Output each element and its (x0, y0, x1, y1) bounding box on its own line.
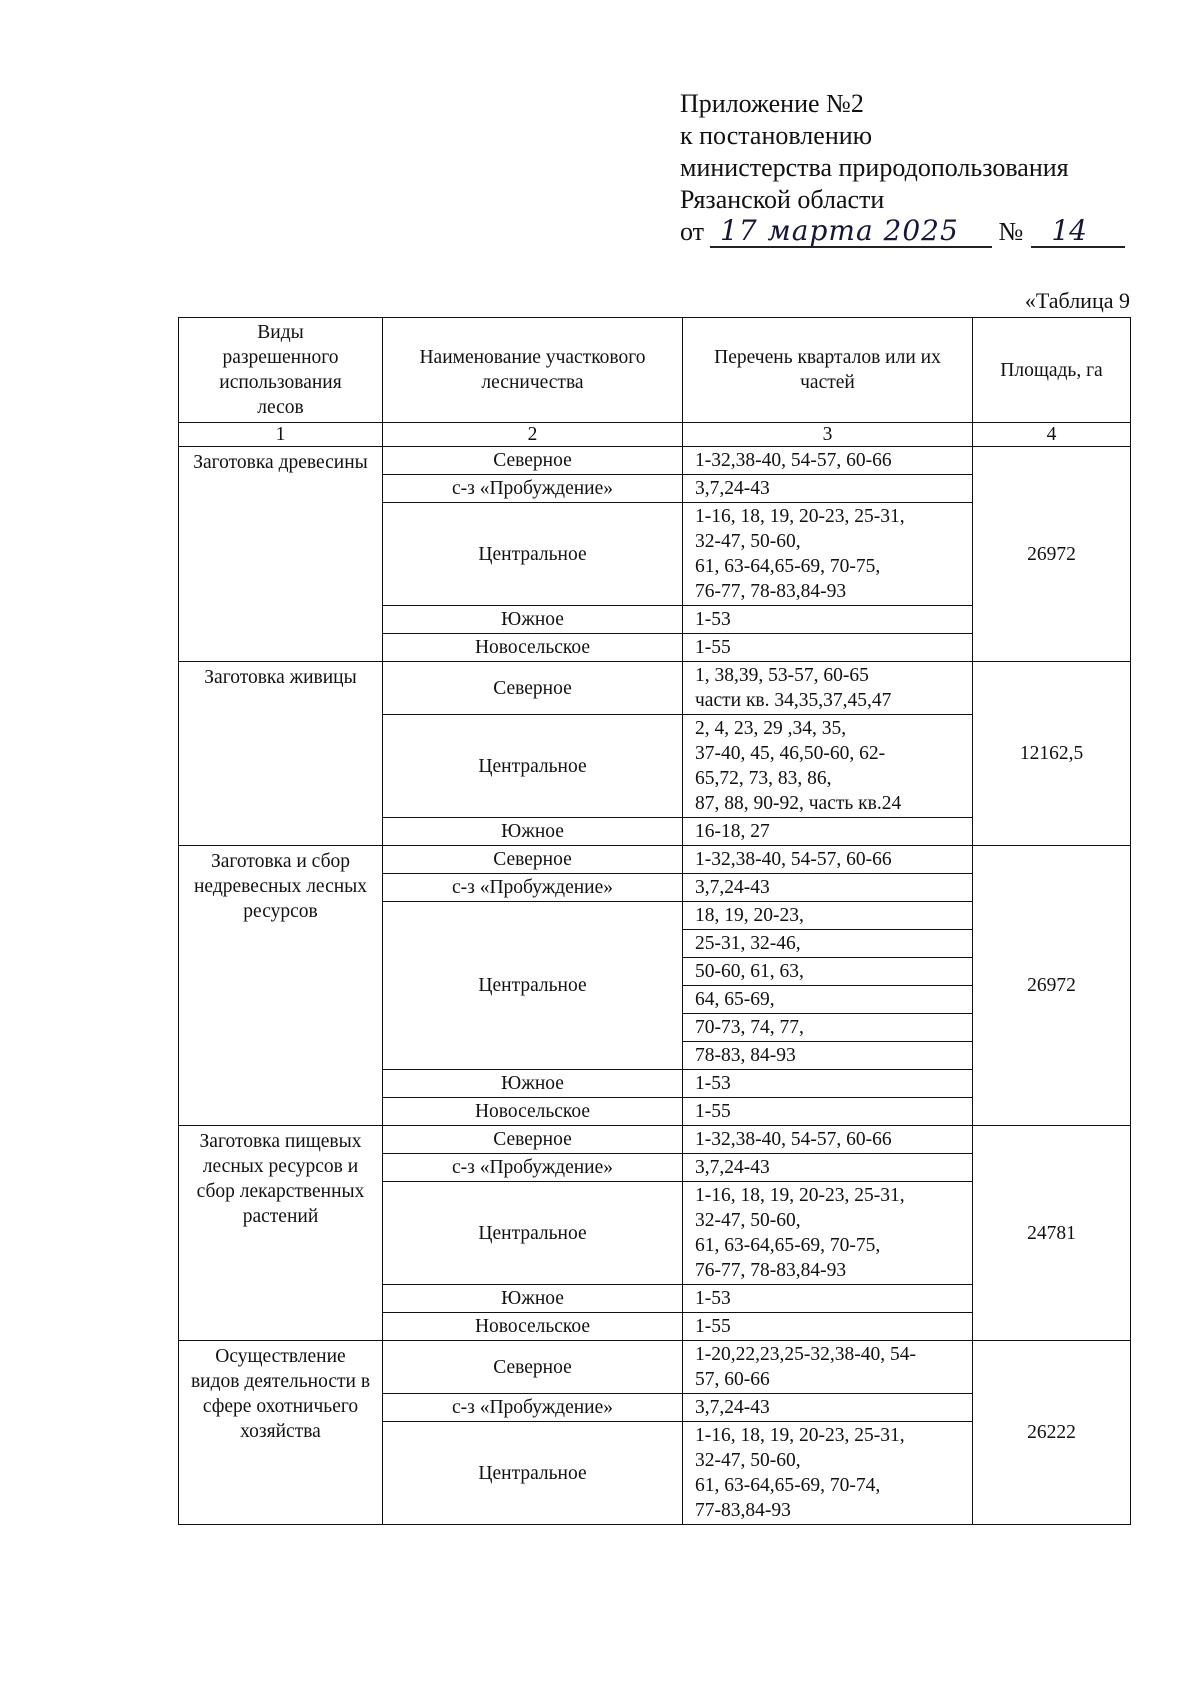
blocks-line: 3,7,24-43 (695, 1157, 770, 1178)
area-cell: 26972 (973, 447, 1131, 662)
header-blocks: Перечень кварталов или их частей (683, 318, 973, 423)
blocks-cell (683, 1313, 973, 1341)
appendix-line-3: министерства природопользования (680, 153, 1069, 182)
forestry-cell: Новосельское (383, 634, 683, 662)
appendix-header (680, 88, 1180, 248)
blocks-line: 1-55 (695, 637, 731, 658)
table-header-row (179, 318, 1131, 423)
blocks-line: 3,7,24-43 (695, 1397, 770, 1418)
blocks-line: 87, 88, 90-92, часть кв.24 (695, 793, 902, 814)
forestry-cell: Центральное (383, 503, 683, 606)
column-number-row (179, 423, 1131, 447)
header-area: Площадь, га (973, 318, 1131, 423)
blocks-cell (683, 447, 973, 475)
forestry-cell: Северное (383, 447, 683, 475)
blocks-line: 1, 38,39, 53-57, 60-65 (695, 665, 869, 686)
blocks-cell (683, 1154, 973, 1182)
blocks-cell (683, 1341, 973, 1394)
blocks-cell (683, 634, 973, 662)
blocks-cell: 25-31, 32-46, (683, 930, 973, 958)
forestry-cell: Северное (383, 846, 683, 874)
blocks-line: 76-77, 78-83,84-93 (695, 1260, 847, 1281)
use-type-cell: Осуществление видов деятельности в сфере охотничьего хозяйства (179, 1341, 383, 1525)
blocks-cell: 64, 65-69, (683, 986, 973, 1014)
blocks-line: 1-32,38-40, 54-57, 60-66 (695, 1129, 892, 1150)
blocks-cell (683, 1285, 973, 1313)
blocks-cell (683, 1394, 973, 1422)
table-row (179, 1126, 1131, 1154)
forestry-cell: Новосельское (383, 1313, 683, 1341)
appendix-date-line (680, 216, 1180, 248)
table-row (179, 846, 1131, 874)
forestry-cell: Южное (383, 1070, 683, 1098)
number-label: № (998, 217, 1024, 246)
forestry-cell: Северное (383, 1341, 683, 1394)
blocks-line: 32-47, 50-60, (695, 1450, 801, 1471)
forestry-cell: Южное (383, 1285, 683, 1313)
blocks-line: 76-77, 78-83,84-93 (695, 581, 847, 602)
forestry-cell: Центральное (383, 1422, 683, 1525)
blocks-line: 18, 19, 20-23, (695, 905, 804, 926)
blocks-cell: 78-83, 84-93 (683, 1042, 973, 1070)
forestry-cell: с-з «Пробуждение» (383, 874, 683, 902)
table-row (179, 1341, 1131, 1394)
forestry-cell: с-з «Пробуждение» (383, 475, 683, 503)
area-cell: 26222 (973, 1341, 1131, 1525)
appendix-title: Приложение №2 (680, 89, 864, 118)
table-row (179, 447, 1131, 475)
header-use-type: Виды разрешенного использования лесов (179, 318, 383, 423)
area-cell: 24781 (973, 1126, 1131, 1341)
appendix-line-2: к постановлению (680, 121, 873, 150)
blocks-cell (683, 846, 973, 874)
blocks-cell (683, 1182, 973, 1285)
blocks-line: 77-83,84-93 (695, 1500, 791, 1521)
blocks-cell: 50-60, 61, 63, (683, 958, 973, 986)
blocks-line: 1-20,22,23,25-32,38-40, 54- (695, 1344, 916, 1365)
column-number: 2 (383, 423, 683, 447)
blocks-line: части кв. 34,35,37,45,47 (695, 690, 892, 711)
blocks-line: 1-53 (695, 1288, 731, 1309)
blocks-cell (683, 475, 973, 503)
forestry-cell: Новосельское (383, 1098, 683, 1126)
blocks-cell (683, 715, 973, 818)
column-number: 3 (683, 423, 973, 447)
blocks-line: 1-32,38-40, 54-57, 60-66 (695, 849, 892, 870)
handwritten-number: 14 (1031, 216, 1125, 248)
blocks-line: 61, 63-64,65-69, 70-75, (695, 556, 881, 577)
blocks-line: 3,7,24-43 (695, 877, 770, 898)
blocks-line: 32-47, 50-60, (695, 531, 801, 552)
blocks-cell (683, 818, 973, 846)
forest-use-table (178, 317, 1131, 1525)
blocks-line: 32-47, 50-60, (695, 1210, 801, 1231)
column-number: 1 (179, 423, 383, 447)
blocks-cell (683, 662, 973, 715)
blocks-cell: 70-73, 74, 77, (683, 1014, 973, 1042)
area-cell: 12162,5 (973, 662, 1131, 846)
forestry-cell: Центральное (383, 902, 683, 1070)
area-cell: 26972 (973, 846, 1131, 1126)
blocks-cell (683, 1126, 973, 1154)
blocks-line: 37-40, 45, 46,50-60, 62- (695, 743, 886, 764)
forestry-cell: Южное (383, 818, 683, 846)
blocks-cell (683, 606, 973, 634)
use-type-cell: Заготовка пищевых лесных ресурсов и сбор лекарственных растений (179, 1126, 383, 1341)
blocks-cell (683, 503, 973, 606)
blocks-line: 1-53 (695, 1073, 731, 1094)
from-label: от (680, 217, 705, 246)
use-type-cell: Заготовка древесины (179, 447, 383, 662)
use-type-cell: Заготовка живицы (179, 662, 383, 846)
forestry-cell: с-з «Пробуждение» (383, 1394, 683, 1422)
handwritten-date: 17 марта 2025 (710, 216, 992, 248)
blocks-line: 65,72, 73, 83, 86, (695, 768, 832, 789)
use-type-cell: Заготовка и сбор недревесных лесных ресурсов (179, 846, 383, 1126)
forestry-cell: Северное (383, 662, 683, 715)
blocks-line: 1-32,38-40, 54-57, 60-66 (695, 450, 892, 471)
blocks-cell (683, 902, 973, 930)
blocks-line: 1-16, 18, 19, 20-23, 25-31, (695, 506, 905, 527)
appendix-line-4: Рязанской области (680, 185, 885, 214)
blocks-line: 1-16, 18, 19, 20-23, 25-31, (695, 1425, 905, 1446)
blocks-cell (683, 1422, 973, 1525)
column-number: 4 (973, 423, 1131, 447)
blocks-line: 2, 4, 23, 29 ,34, 35, (695, 718, 847, 739)
blocks-line: 61, 63-64,65-69, 70-74, (695, 1475, 881, 1496)
blocks-cell (683, 1098, 973, 1126)
forestry-cell: Центральное (383, 715, 683, 818)
header-forestry: Наименование участкового лесничества (383, 318, 683, 423)
forestry-cell: Центральное (383, 1182, 683, 1285)
blocks-cell (683, 874, 973, 902)
forestry-cell: с-з «Пробуждение» (383, 1154, 683, 1182)
blocks-line: 1-16, 18, 19, 20-23, 25-31, (695, 1185, 905, 1206)
blocks-line: 61, 63-64,65-69, 70-75, (695, 1235, 881, 1256)
table-row (179, 662, 1131, 715)
table-caption: «Таблица 9 (1024, 288, 1130, 313)
blocks-line: 3,7,24-43 (695, 478, 770, 499)
forestry-cell: Южное (383, 606, 683, 634)
blocks-line: 57, 60-66 (695, 1369, 770, 1390)
blocks-cell (683, 1070, 973, 1098)
blocks-line: 1-55 (695, 1316, 731, 1337)
blocks-line: 1-55 (695, 1101, 731, 1122)
blocks-line: 1-53 (695, 609, 731, 630)
forestry-cell: Северное (383, 1126, 683, 1154)
blocks-line: 16-18, 27 (695, 821, 770, 842)
